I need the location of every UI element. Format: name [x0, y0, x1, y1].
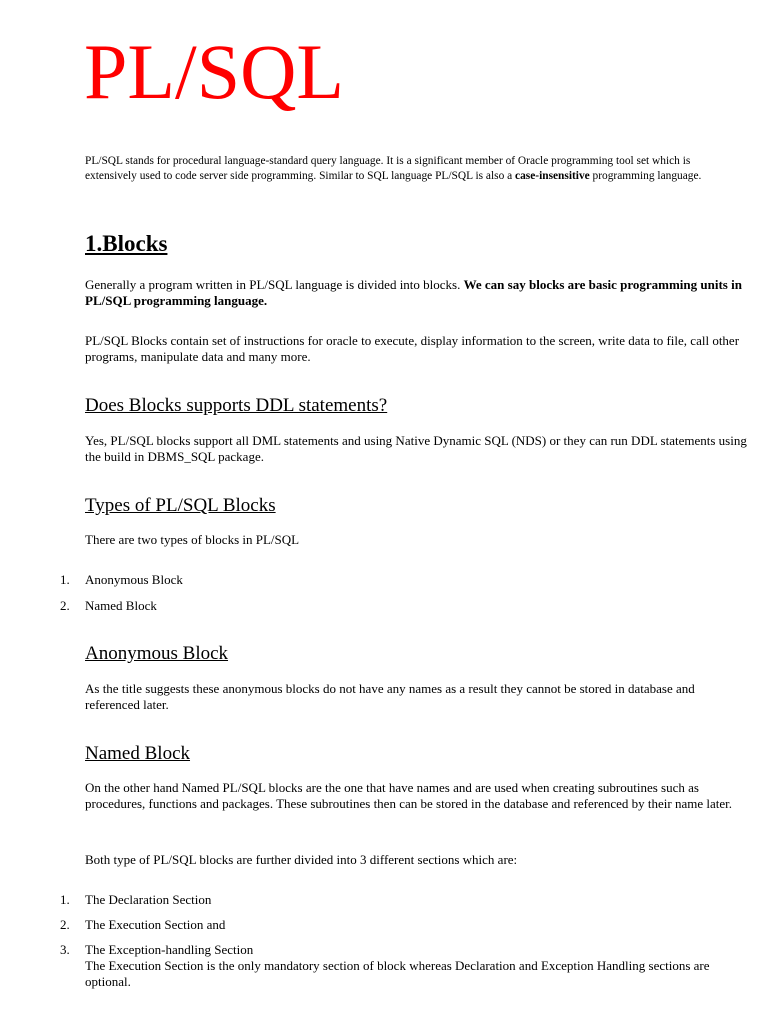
anonymous-block-heading: Anonymous Block: [85, 643, 229, 664]
blocks-paragraph-2: PL/SQL Blocks contain set of instructions for oracle to execute, display information to the screen, write data to file, call other programs, manipulate data and many more.: [85, 333, 740, 365]
list-item-text: Named Block: [85, 598, 157, 613]
ddl-heading: Does Blocks supports DDL statements?: [85, 395, 388, 416]
intro-bold-text: case-insensitive: [515, 169, 590, 182]
blocks-heading: 1.Blocks: [85, 231, 168, 256]
list-item-number: 1.: [60, 892, 70, 907]
intro-text: PL/SQL stands for procedural language-standard query language. It is a significant member of Oracle programming tool set which is extensively used to code server side programming. Similar to SQL language PL/SQL is also a: [85, 155, 691, 182]
types-intro: There are two types of blocks in PL/SQL: [85, 532, 300, 547]
sections-note: The Execution Section is the only mandatory section of block whereas Declaration and Exception Handling sections are optional.: [85, 958, 710, 989]
sections-intro: Both type of PL/SQL blocks are further divided into 3 different sections which are:: [85, 852, 518, 867]
list-item-text: The Exception-handling Section: [85, 942, 254, 957]
types-heading: Types of PL/SQL Blocks: [85, 495, 276, 516]
blocks-paragraph-1-bold: We can say blocks are basic programming units in PL/SQL programming language.: [85, 277, 742, 309]
list-item-text: The Execution Section and: [85, 917, 226, 932]
page-title: PL/SQL: [84, 28, 345, 115]
list-item-text: Anonymous Block: [85, 572, 183, 587]
named-block-heading: Named Block: [85, 743, 191, 764]
anonymous-block-paragraph: As the title suggests these anonymous blocks do not have any names as a result they cannot be stored in database and referenced later.: [85, 681, 695, 713]
named-block-paragraph: On the other hand Named PL/SQL blocks are the one that have names and are used when creating subroutines such as procedures, functions and packages. These subroutines then can be stored in the database and referenced by their name later.: [85, 780, 732, 812]
list-item-number: 3.: [60, 942, 70, 957]
blocks-paragraph-1-text: Generally a program written in PL/SQL language is divided into blocks.: [85, 277, 464, 292]
intro-text-end: programming language.: [589, 169, 702, 182]
ddl-paragraph: Yes, PL/SQL blocks support all DML statements and using Native Dynamic SQL (NDS) or they can run DDL statements using the build in DBMS_SQL package.: [85, 433, 747, 465]
list-item-text: The Declaration Section: [85, 892, 212, 907]
blocks-paragraph-1: [85, 277, 751, 309]
list-item-number: 1.: [60, 572, 70, 587]
intro-paragraph: [85, 154, 735, 183]
list-item-number: 2.: [60, 598, 70, 613]
list-item-number: 2.: [60, 917, 70, 932]
